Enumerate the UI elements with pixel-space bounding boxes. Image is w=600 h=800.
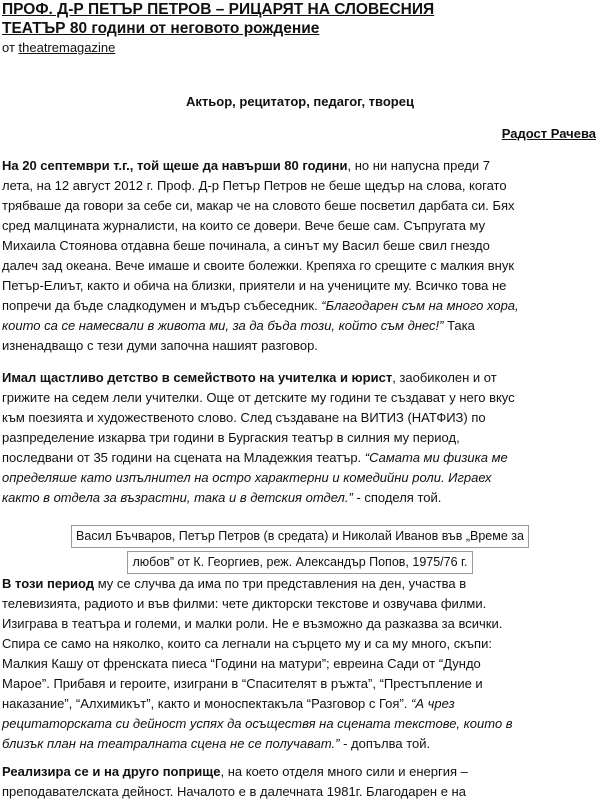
paragraph-line — [2, 574, 590, 594]
paragraph-quote: “Благодарен съм на много хора, — [321, 298, 519, 313]
paragraph-quote: както в отдела за възрастни, така и в детския отдел.” — [2, 490, 353, 505]
paragraph-line — [2, 488, 590, 508]
paragraph-3 — [2, 574, 590, 754]
article-author: Радост Рачева — [501, 126, 596, 141]
article-title — [2, 0, 598, 38]
paragraph-quote: “Самата ми физика ме — [364, 450, 508, 465]
paragraph-lead: В този период — [2, 576, 95, 591]
source-prefix: от — [2, 40, 19, 55]
paragraph-text: , заобиколен и от — [392, 370, 497, 385]
photo-caption — [0, 525, 600, 574]
paragraph-lead: Реализира се и на друго поприще — [2, 764, 221, 779]
paragraph-lead: Имал щастливо детство в семейството на учителка и юрист — [2, 370, 393, 385]
paragraph-text: , на което отделя много сили и енергия – — [220, 764, 468, 779]
paragraph-line — [2, 468, 590, 488]
paragraph-text: последвани от 35 години на сцената на Младежкия театър. — [2, 450, 365, 465]
paragraph-quote: близък план на театралната сцена не се получават.” — [2, 736, 340, 751]
paragraph-line: към поезията и художественото слово. След създаване на ВИТИЗ (НАТФИЗ) по — [2, 410, 486, 425]
paragraph-quote: определяше като изпълнител на остро характерни и комедийни роли. Играех — [2, 470, 492, 485]
paragraph-line: сред малцината журналисти, на които се довери. Вече беше сам. Съпругата му — [2, 218, 486, 233]
paragraph-2 — [2, 368, 590, 508]
article-subtitle: Актьор, рецитатор, педагог, творец — [186, 94, 414, 109]
paragraph-line: далеч зад океана. Вече имаше и своите болежки. Крепяха го срещите с малкия внук — [2, 258, 515, 273]
paragraph-line: трябваше да говори за себе си, макар че на словото беше посветил дарбата си. Бях — [2, 198, 515, 213]
paragraph-line: Михаила Стоянова отдавна беше починала, а синът му Васил беше свил гнездо — [2, 238, 490, 253]
paragraph-line: Изиграва в театъра и големи, и малки роли. Не е възможно да разказва за всички. — [2, 616, 503, 631]
paragraph-line — [2, 368, 590, 388]
paragraph-line: Марое”. Прибавя и героите, изиграни в “Спасителят в ръжта”, “Престъпление и — [2, 676, 483, 691]
paragraph-line — [2, 694, 590, 714]
paragraph-line — [2, 156, 590, 176]
paragraph-line — [2, 296, 590, 316]
title-line-2: ТЕАТЪР 80 години от неговото рождение — [2, 20, 320, 37]
paragraph-text: , но ни напусна преди 7 — [347, 158, 490, 173]
source-link[interactable]: theatremagazine — [18, 40, 116, 55]
paragraph-line — [2, 448, 590, 468]
paragraph-text: Така — [443, 318, 475, 333]
paragraph-line: Спира се само на няколко, които са легнали на сърцето му и са му много, скъпи: — [2, 636, 492, 651]
paragraph-line: грижите на седем лели учителки. Още от детските му години те създават у него вкус — [2, 390, 515, 405]
paragraph-4 — [2, 762, 590, 800]
paragraph-text: наказание”, “Алхимикът”, както и моноспектакъла “Разговор с Гоя”. — [2, 696, 411, 711]
paragraph-line: лета, на 12 август 2012 г. Проф. Д-р Петър Петров не беше щедър на слова, когато — [2, 178, 507, 193]
paragraph-line — [2, 734, 590, 754]
paragraph-text: - споделя той. — [352, 490, 442, 505]
paragraph-text: му се случва да има по три представления на ден, участва в — [94, 576, 467, 591]
article-source — [2, 40, 115, 56]
paragraph-quote: които са се намесвали в живота ми, за да бъда този, който съм днес!” — [2, 318, 444, 333]
paragraph-line — [2, 316, 590, 336]
caption-line-2: любов” от К. Георгиев, реж. Александър Попов, 1975/76 г. — [127, 551, 472, 574]
paragraph-quote: “А чрез — [411, 696, 455, 711]
paragraph-line: преподавателската дейност. Началото е в далечната 1981г. Благодарен е на — [2, 784, 466, 799]
paragraph-quote: рецитаторската си дейност успях да осъществя на сцената текстове, които в — [2, 716, 513, 731]
paragraph-text: - допълва той. — [339, 736, 431, 751]
paragraph-line — [2, 714, 590, 734]
paragraph-line: изненадващо с тези думи започна нашият разговор. — [2, 338, 318, 353]
paragraph-line: телевизията, радиото и във филми: чете дикторски текстове и озвучава филми. — [2, 596, 487, 611]
paragraph-line: Малкия Кашу от френската пиеса “Години на матури”; евреина Сади от “Дундо — [2, 656, 481, 671]
paragraph-lead: На 20 септември т.г., той щеше да навърши 80 години — [2, 158, 348, 173]
paragraph-line: Петър-Елиът, както и обича на близки, приятели и на учениците му. Всичко това не — [2, 278, 507, 293]
caption-line-1: Васил Бъчваров, Петър Петров (в средата) и Николай Иванов във „Време за — [71, 525, 529, 548]
paragraph-line — [2, 762, 590, 782]
paragraph-text: попречи да бъде сладкодумен и мъдър събеседник. — [2, 298, 322, 313]
paragraph-1 — [2, 156, 590, 356]
paragraph-line: разпределение изкарва три години в Бургаския театър в силния му период, — [2, 430, 460, 445]
title-line-1: ПРОФ. Д-Р ПЕТЪР ПЕТРОВ – РИЦАРЯТ НА СЛОВЕСНИЯ — [2, 1, 435, 18]
